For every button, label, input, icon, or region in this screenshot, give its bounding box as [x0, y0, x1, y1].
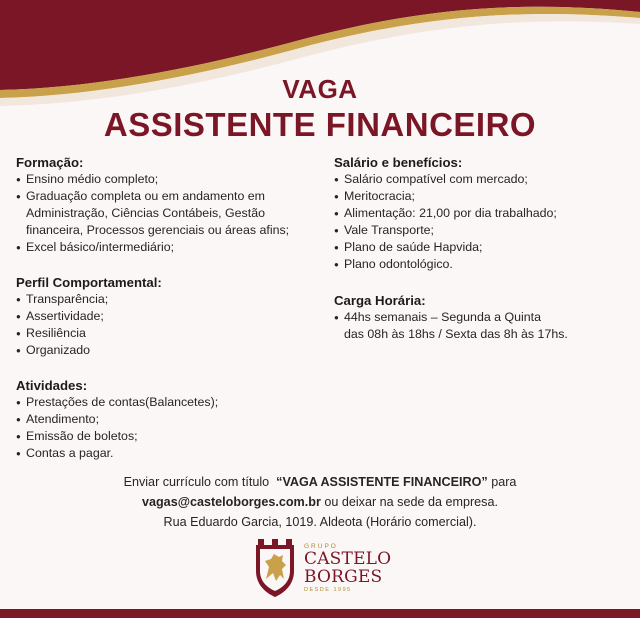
- list-item: ● Organizado: [16, 342, 162, 359]
- logo-since-label: DESDE 1995: [304, 587, 352, 593]
- atividades-section: [16, 377, 218, 462]
- castelo-borges-logo: [252, 537, 392, 605]
- instructions-text: ou deixar na sede da empresa.: [324, 495, 498, 509]
- lion-shield-icon: [252, 537, 298, 599]
- atividades-list: [16, 394, 218, 462]
- instructions-line-1: [0, 472, 640, 492]
- formacao-title: Formação:: [16, 155, 84, 170]
- list-item: ● Assertividade;: [16, 308, 162, 325]
- formacao-list: [16, 171, 289, 256]
- list-item: ● Alimentação: 21,00 por dia trabalhado;: [334, 205, 557, 222]
- perfil-list: [16, 291, 162, 359]
- list-item: ● Emissão de boletos;: [16, 428, 218, 445]
- vacancy-title: ASSISTENTE FINANCEIRO: [103, 106, 537, 143]
- logo-wordmark: [304, 543, 391, 593]
- list-item: ● Salário compatível com mercado;: [334, 171, 557, 188]
- list-item: ● Excel básico/intermediário;: [16, 239, 289, 256]
- list-item: ● Plano odontológico.: [334, 256, 557, 273]
- address-line: Rua Eduardo Garcia, 1019. Aldeota (Horário comercial).: [163, 515, 477, 529]
- salario-list: [334, 171, 557, 273]
- list-item: ● Meritocracia;: [334, 188, 557, 205]
- instructions-text: para: [491, 475, 517, 489]
- list-item-continuation: Administração, Ciências Contábeis, Gestão: [26, 206, 265, 220]
- list-item: ● Graduação completa ou em andamento em: [16, 188, 289, 205]
- instructions-text: Enviar currículo com título: [123, 475, 270, 489]
- list-item: ● Contas a pagar.: [16, 445, 218, 462]
- perfil-section: [16, 274, 162, 359]
- list-item: ● Plano de saúde Hapvida;: [334, 239, 557, 256]
- instructions-line-2: [0, 492, 640, 512]
- carga-title: Carga Horária:: [334, 293, 426, 308]
- vacancy-pretitle: VAGA: [282, 74, 358, 104]
- list-item-continuation: das 08h às 18hs / Sexta das 8h às 17hs.: [344, 327, 568, 341]
- salario-title: Salário e benefícios:: [334, 155, 463, 170]
- logo-name-line-2: BORGES: [304, 567, 383, 587]
- list-item: ● Ensino médio completo;: [16, 171, 289, 188]
- bottom-brand-bar: [0, 609, 640, 618]
- atividades-title: Atividades:: [16, 378, 88, 393]
- formacao-section: [16, 154, 289, 256]
- logo-group-label: GRUPO: [304, 543, 338, 550]
- list-item: ● Resiliência: [16, 325, 162, 342]
- salario-section: [334, 154, 557, 273]
- application-instructions: [0, 472, 640, 532]
- list-item: ● Vale Transporte;: [334, 222, 557, 239]
- perfil-title: Perfil Comportamental:: [16, 275, 162, 290]
- carga-list: [334, 309, 568, 343]
- logo-name-line-1: CASTELO: [304, 549, 392, 569]
- subject-title: “VAGA ASSISTENTE FINANCEIRO”: [276, 475, 488, 489]
- contact-email-link[interactable]: vagas@casteloborges.com.br: [141, 495, 321, 509]
- list-item: ● Transparência;: [16, 291, 162, 308]
- list-item: ● 44hs semanais – Segunda a Quinta: [334, 309, 568, 326]
- list-item-continuation: financeira, Processos gerenciais ou áreas afins;: [26, 223, 290, 237]
- list-item: ● Atendimento;: [16, 411, 218, 428]
- carga-section: [334, 292, 568, 343]
- list-item: ● Prestações de contas(Balancetes);: [16, 394, 218, 411]
